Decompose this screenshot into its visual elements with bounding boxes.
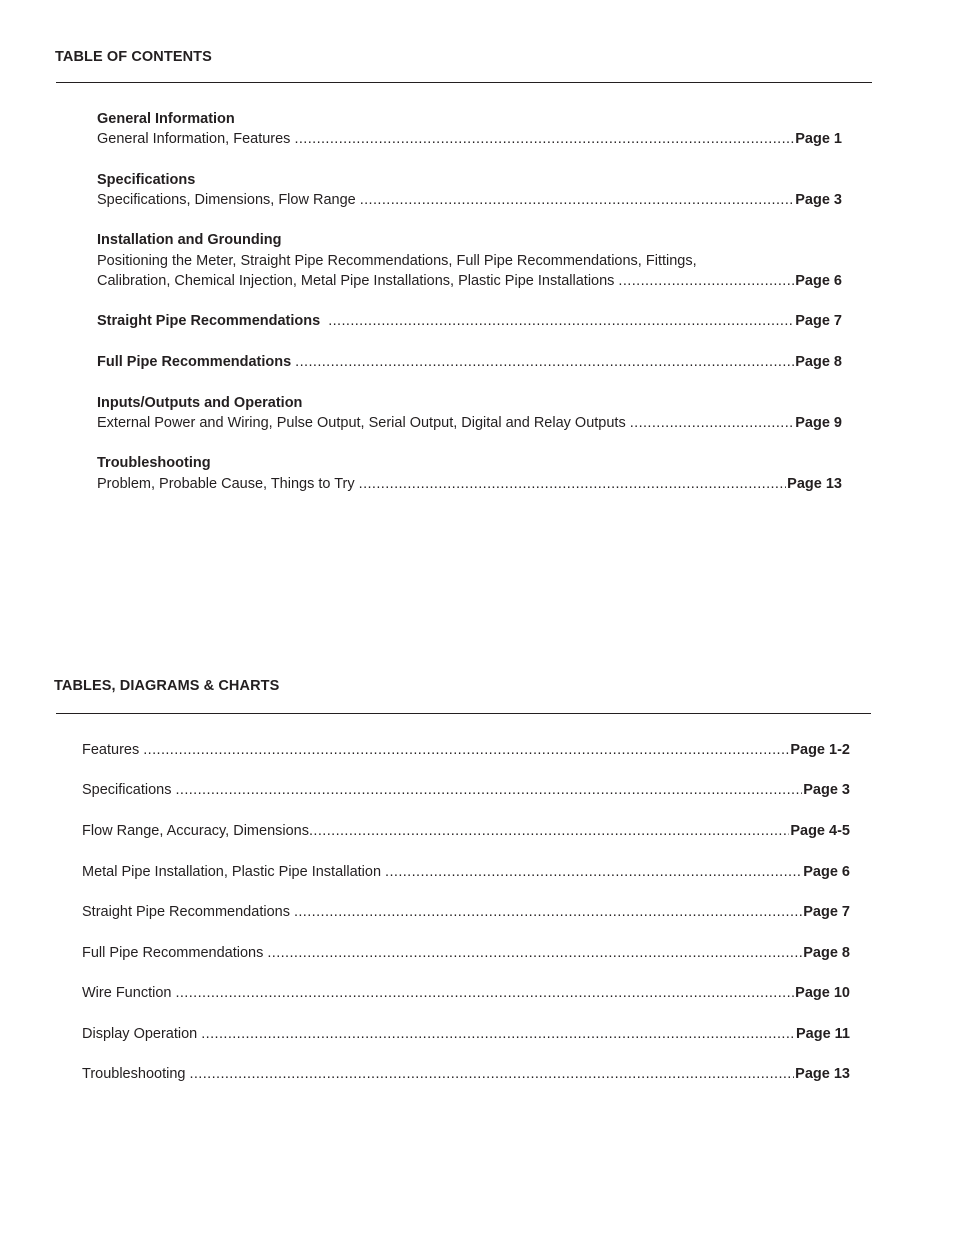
tdc-entry-page: Page 4-5: [790, 823, 850, 839]
tdc-entry-wire-function[interactable]: [82, 985, 850, 1001]
tdc-entry-full-pipe[interactable]: [82, 945, 850, 961]
toc-entry-page: Page 8: [795, 354, 842, 370]
dot-leader: [143, 742, 789, 758]
toc-entry-page: Page 7: [795, 313, 842, 329]
toc-entry-text: Problem, Probable Cause, Things to Try: [97, 476, 355, 492]
toc-heading-troubleshooting: Troubleshooting: [97, 455, 211, 471]
dot-leader: [294, 131, 794, 147]
toc-entry-troubleshooting[interactable]: [97, 476, 842, 492]
toc-entry-installation-line1: Positioning the Meter, Straight Pipe Recommendations, Full Pipe Recommendations, Fittings,: [97, 253, 697, 269]
dot-leader: [189, 1066, 794, 1082]
toc-entry-page: Page 6: [795, 273, 842, 289]
tdc-entry-text: Display Operation: [82, 1026, 198, 1042]
toc-heading-general: General Information: [97, 111, 235, 127]
toc-entry-page: Page 3: [795, 192, 842, 208]
tdc-entry-text: Metal Pipe Installation, Plastic Pipe Installation: [82, 864, 382, 880]
tdc-entry-text: Features: [82, 742, 140, 758]
tdc-entry-page: Page 10: [795, 985, 850, 1001]
tdc-divider: [56, 713, 871, 714]
tdc-entry-text: Troubleshooting: [82, 1066, 186, 1082]
toc-divider: [56, 82, 872, 83]
tdc-entry-text: Flow Range, Accuracy, Dimensions: [82, 823, 309, 839]
toc-title: TABLE OF CONTENTS: [55, 49, 212, 65]
dot-leader: [359, 476, 787, 492]
toc-entry-general[interactable]: [97, 131, 842, 147]
tdc-entry-page: Page 1-2: [790, 742, 850, 758]
tdc-title: TABLES, DIAGRAMS & CHARTS: [54, 678, 280, 694]
dot-leader: [385, 864, 802, 880]
toc-heading-inputs-outputs: Inputs/Outputs and Operation: [97, 395, 303, 411]
tdc-entry-flow-range[interactable]: [82, 823, 850, 839]
tdc-entry-display-operation[interactable]: [82, 1026, 850, 1042]
toc-heading-specifications: Specifications: [97, 172, 196, 188]
toc-entry-specifications[interactable]: [97, 192, 842, 208]
toc-entry-text: Full Pipe Recommendations: [97, 354, 292, 370]
toc-entry-full-pipe[interactable]: [97, 354, 842, 370]
tdc-entry-troubleshooting[interactable]: [82, 1066, 850, 1082]
dot-leader: [294, 904, 802, 920]
toc-entry-text: Calibration, Chemical Injection, Metal Pipe Installations, Plastic Pipe Installations: [97, 273, 615, 289]
tdc-entry-page: Page 3: [803, 782, 850, 798]
toc-entry-text: Straight Pipe Recommendations: [97, 313, 321, 329]
toc-entry-text: General Information, Features: [97, 131, 291, 147]
toc-entry-straight-pipe[interactable]: [97, 313, 842, 329]
tdc-entry-text: Straight Pipe Recommendations: [82, 904, 290, 920]
toc-entry-text: Specifications, Dimensions, Flow Range: [97, 192, 356, 208]
toc-entry-page: Page 13: [787, 476, 842, 492]
tdc-entry-page: Page 13: [795, 1066, 850, 1082]
dot-leader: [360, 192, 795, 208]
tdc-entry-page: Page 6: [803, 864, 850, 880]
tdc-entry-page: Page 7: [803, 904, 850, 920]
dot-leader: [175, 985, 794, 1001]
toc-heading-installation: Installation and Grounding: [97, 232, 282, 248]
tdc-entry-features[interactable]: [82, 742, 850, 758]
toc-entry-page: Page 9: [795, 415, 842, 431]
toc-entry-installation[interactable]: [97, 273, 842, 289]
tdc-entry-page: Page 11: [795, 1026, 850, 1042]
dot-leader: [267, 945, 802, 961]
dot-leader: [309, 823, 789, 839]
dot-leader: [295, 354, 794, 370]
tdc-entry-pipe-installation[interactable]: [82, 864, 850, 880]
tdc-entry-specifications[interactable]: [82, 782, 850, 798]
dot-leader: [175, 782, 802, 798]
tdc-entry-text: Specifications: [82, 782, 172, 798]
dot-leader: [630, 415, 795, 431]
toc-entry-text: External Power and Wiring, Pulse Output, Serial Output, Digital and Relay Outputs: [97, 415, 626, 431]
toc-entry-inputs-outputs[interactable]: [97, 415, 842, 431]
dot-leader: [618, 273, 794, 289]
toc-entry-page: Page 1: [795, 131, 842, 147]
tdc-entry-text: Full Pipe Recommendations: [82, 945, 264, 961]
tdc-entry-text: Wire Function: [82, 985, 172, 1001]
tdc-entry-page: Page 8: [803, 945, 850, 961]
tdc-entry-straight-pipe[interactable]: [82, 904, 850, 920]
dot-leader: [201, 1026, 795, 1042]
dot-leader: [328, 313, 794, 329]
